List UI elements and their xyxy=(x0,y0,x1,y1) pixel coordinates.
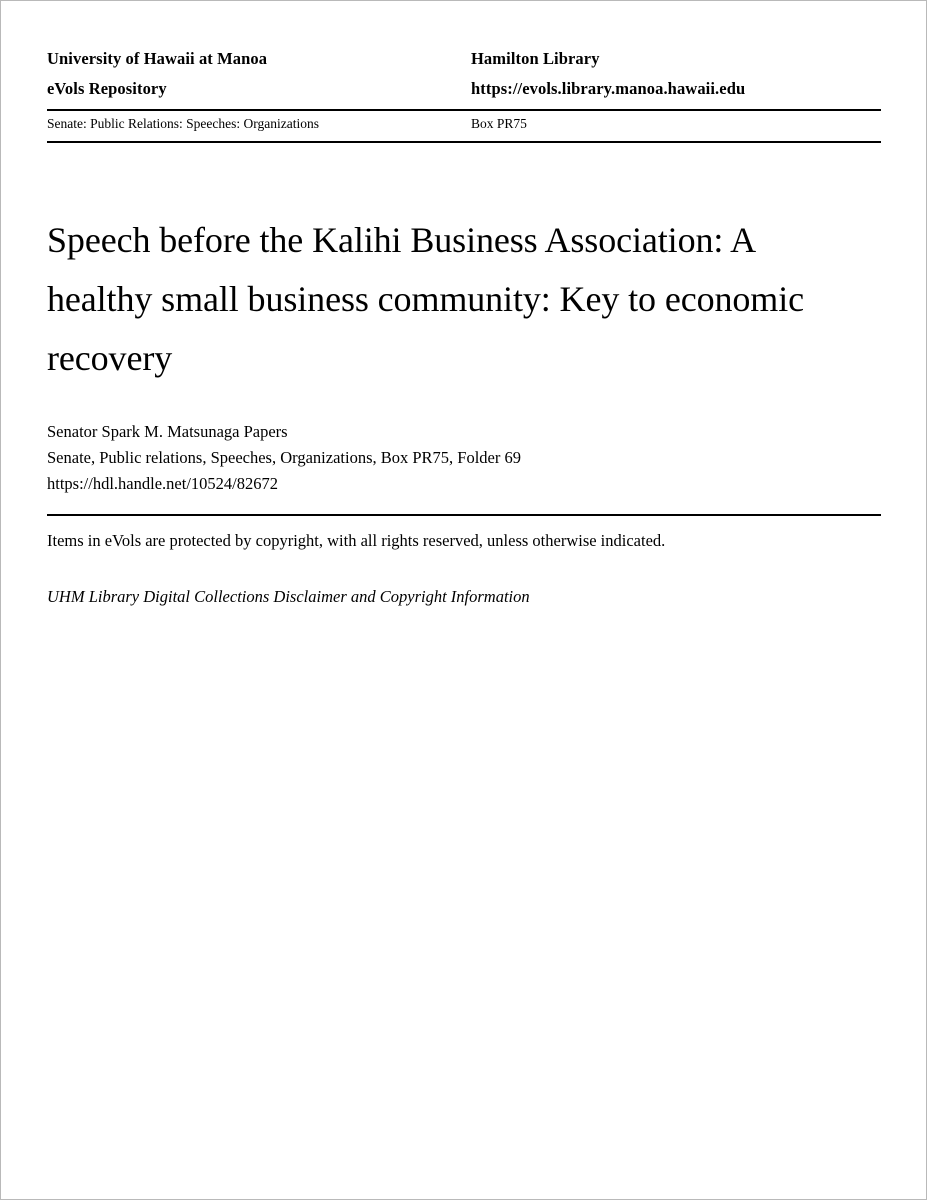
page-title: Speech before the Kalihi Business Association: A healthy small business community: Key to economic recovery xyxy=(47,220,804,379)
header-row-collection xyxy=(47,111,881,141)
collection-title: Senator Spark M. Matsunaga Papers xyxy=(47,422,288,441)
disclaimer-link[interactable]: UHM Library Digital Collections Disclaimer and Copyright Information xyxy=(47,587,530,606)
rights-statement: Items in eVols are protected by copyright, with all rights reserved, unless otherwise indicated. xyxy=(47,531,666,550)
header-divider-bottom xyxy=(47,141,881,143)
library-name: Hamilton Library xyxy=(471,49,600,68)
repository-url[interactable]: https://evols.library.manoa.hawaii.edu xyxy=(471,79,746,98)
institution-name: University of Hawaii at Manoa xyxy=(47,49,268,68)
box-number: Box PR75 xyxy=(471,116,527,131)
rights-divider xyxy=(47,514,881,516)
repository-name: eVols Repository xyxy=(47,79,167,98)
citation-block xyxy=(47,419,881,497)
header-row-institution xyxy=(47,49,881,79)
citation-line: Senate, Public relations, Speeches, Organizations, Box PR75, Folder 69 xyxy=(47,448,522,467)
header-row-repository xyxy=(47,79,881,109)
collection-path: Senate: Public Relations: Speeches: Organizations xyxy=(47,116,319,131)
handle-url[interactable]: https://hdl.handle.net/10524/82672 xyxy=(47,474,278,493)
document-header xyxy=(47,49,881,143)
